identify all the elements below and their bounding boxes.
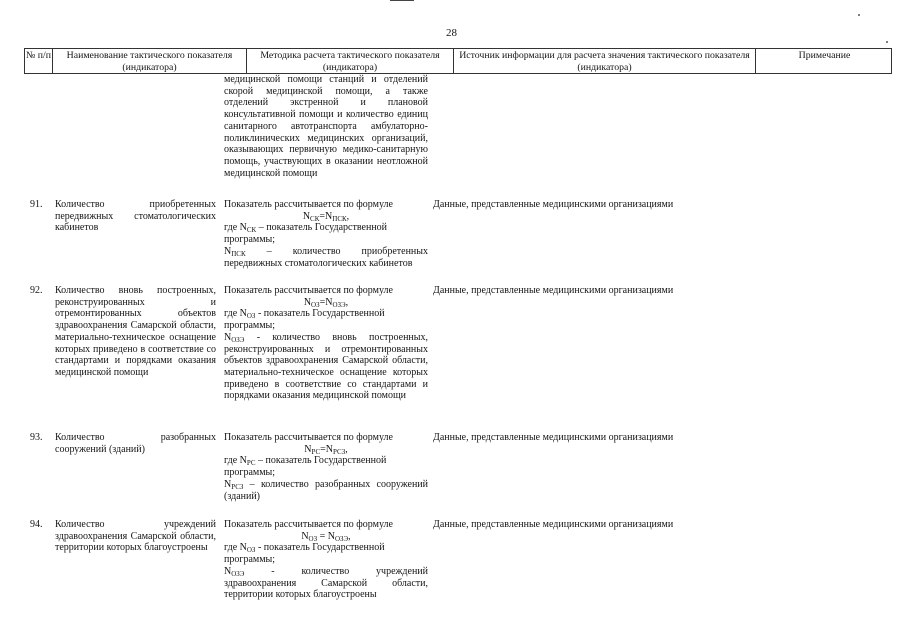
source-cell: Данные, представленные медицинскими организациями	[433, 432, 674, 443]
continuation-text: медицинской помощи станций и отделений скорой медицинской помощи, а также отделений экстренной и плановой консультативной помощи и количество единиц санитарного автотранспорта амбулаторно-поликлинических медицинских организаций, оказывающих первичную медико-санитарную помощь, участвующих в оказании неотложной медицинской помощи	[224, 74, 428, 179]
row-number: 91.	[30, 199, 43, 210]
definition-line: $N_{ОЗЭ}$ - количество учреждений здравоохранения Самарской области, территории которых благоустроены	[224, 565, 428, 601]
where-line: где $N_{ОЗ}$ - показатель Государственной программы;	[224, 542, 385, 566]
scan-speck	[858, 14, 860, 16]
method-cell	[224, 519, 428, 601]
source-cell: Данные, представленные медицинскими организациями	[433, 285, 674, 296]
scan-speck	[886, 41, 888, 43]
formula: $N_{СК}=N_{ПСК}$,	[302, 210, 350, 223]
formula: $N_{ОЗ} = N_{ОЗЭ}$,	[301, 530, 351, 543]
method-cell	[224, 285, 428, 402]
header-number: № п/п	[25, 49, 53, 73]
where-line: где $N_{ОЗ}$ - показатель Государственной программы;	[224, 308, 385, 332]
header-note: Примечание	[798, 50, 851, 61]
source-cell: Данные, представленные медицинскими организациями	[433, 519, 674, 530]
definition-line: $N_{ОЗЭ}$ - количество вновь построенных, реконструированных и отремонтированных объектов здравоохранения Самарской области, материально-техническое оснащение которых приведено в соответствие со стандартами и порядками оказания медицинской помощи	[224, 331, 428, 402]
row-number: 93.	[30, 432, 43, 443]
formula: $N_{ОЗ}=N_{ОЗЭ}$,	[303, 296, 349, 309]
method-cell	[224, 199, 428, 269]
method-cell	[224, 432, 428, 502]
indicator-name: Количество разобранных сооружений (зданий)	[55, 432, 216, 455]
indicator-name: Количество учреждений здравоохранения Самарской области, территории которых благоустроены	[55, 519, 216, 554]
top-rule	[390, 0, 414, 1]
definition-line: $N_{РСЗ}$ – количество разобранных сооружений (зданий)	[224, 478, 428, 502]
indicator-name: Количество приобретенных передвижных стоматологических кабинетов	[55, 199, 216, 234]
table-header	[24, 48, 892, 74]
source-cell: Данные, представленные медицинскими организациями	[433, 199, 674, 210]
page-number: 28	[446, 27, 457, 39]
header-method: Методика расчета тактического показателя (индикатора)	[247, 49, 454, 73]
row-number: 92.	[30, 285, 43, 296]
method-intro: Показатель рассчитывается по формуле	[224, 285, 393, 296]
formula: $N_{РС}=N_{РСЗ}$,	[304, 443, 348, 456]
row-number: 94.	[30, 519, 43, 530]
definition-line: $N_{ПСК}$ – количество приобретенных передвижных стоматологических кабинетов	[224, 245, 428, 269]
indicator-name: Количество вновь построенных, реконструированных и отремонтированных объектов здравоохранения Самарской области, материально-техническое оснащение которых приведено в соответствие со стандартами и порядками оказания медицинской помощи	[55, 285, 216, 378]
header-indicator-name: Наименование тактического показателя (индикатора)	[53, 49, 247, 73]
method-intro: Показатель рассчитывается по формуле	[224, 519, 393, 530]
method-intro: Показатель рассчитывается по формуле	[224, 432, 393, 443]
header-source: Источник информации для расчета значения тактического показателя (индикатора)	[454, 49, 756, 73]
method-intro: Показатель рассчитывается по формуле	[224, 199, 393, 210]
where-line: где $N_{РС}$ – показатель Государственной программы;	[224, 455, 387, 479]
where-line: где $N_{СК}$ – показатель Государственной программы;	[224, 222, 388, 246]
